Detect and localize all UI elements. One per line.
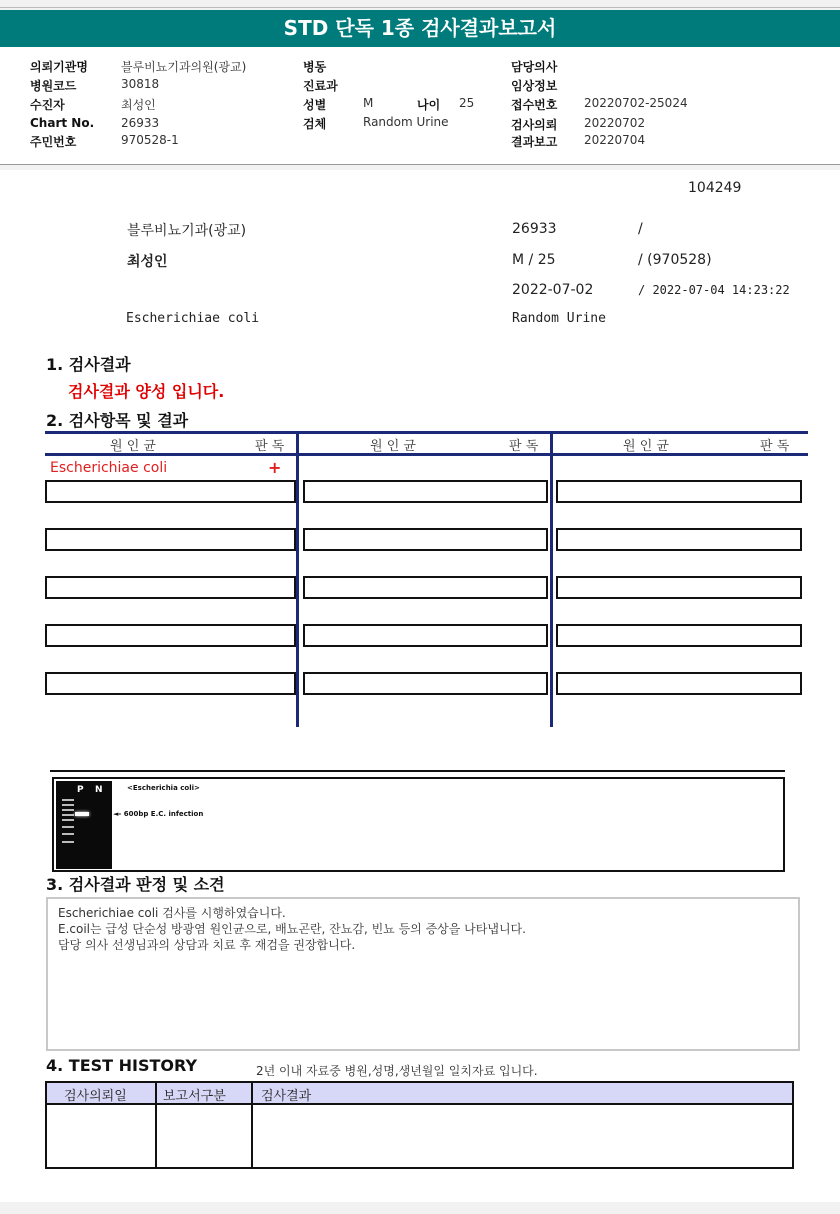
- lane-p-label: P: [77, 785, 84, 795]
- history-col-report-type: 보고서구분: [163, 1089, 226, 1104]
- request-date-label: 검사의뢰: [511, 118, 558, 132]
- dept-label: 진료과: [303, 79, 338, 93]
- col-pathogen-header: 원 인 균: [623, 439, 669, 454]
- result-cell: [303, 480, 548, 503]
- report-date-label: 결과보고: [511, 135, 558, 149]
- document-number: 104249: [688, 180, 742, 196]
- chart-value: 26933: [121, 116, 160, 130]
- institution-value: 블루비뇨기과의원(광교): [121, 60, 247, 74]
- info-slash: /: [638, 221, 643, 237]
- lane-n-label: N: [95, 785, 103, 795]
- col-reading-header: 판 독: [255, 439, 285, 454]
- result-cell: [45, 624, 296, 647]
- history-note: 2년 이내 자료중 병원,성명,생년월일 일치자료 입니다.: [256, 1064, 538, 1078]
- ward-label: 병동: [303, 60, 327, 74]
- age-label: 나이: [417, 98, 441, 112]
- grid-divider: [550, 431, 553, 727]
- ladder-band: [62, 809, 74, 811]
- gel-electrophoresis-image: [56, 781, 112, 869]
- chart-label: Chart No.: [30, 116, 95, 130]
- sex-label: 성별: [303, 98, 327, 112]
- ssn-value: 970528-1: [121, 133, 179, 147]
- result-cell: [303, 528, 548, 551]
- doctor-label: 담당의사: [511, 60, 558, 74]
- specimen-value: Random Urine: [363, 115, 449, 129]
- comment-line: 담당 의사 선생님과의 상담과 치료 후 재검을 권장합니다.: [58, 938, 356, 952]
- reception-value: 20220702-25024: [584, 96, 688, 110]
- history-col-divider: [155, 1083, 157, 1167]
- ladder-band: [62, 804, 74, 806]
- result-cell: [556, 528, 802, 551]
- info-patient: 최성인: [127, 254, 168, 270]
- section-2-title: 2. 검사항목 및 결과: [46, 411, 189, 430]
- patient-value: 최성인: [121, 98, 156, 112]
- reception-label: 접수번호: [511, 98, 558, 112]
- report-date-value: 20220704: [584, 133, 646, 147]
- section-3-title: 3. 검사결과 판정 및 소견: [46, 875, 225, 894]
- age-value: 25: [459, 96, 475, 110]
- hospital-code-value: 30818: [121, 77, 160, 91]
- patient-label: 수진자: [30, 98, 65, 112]
- result-cell: [303, 672, 548, 695]
- result-cell: [556, 672, 802, 695]
- report-title: STD 단독 1종 검사결과보고서: [0, 10, 840, 47]
- gel-top-rule: [50, 770, 785, 772]
- grid-divider: [296, 431, 299, 727]
- positive-result: 검사결과 양성 입니다.: [68, 382, 225, 401]
- ladder-band: [62, 841, 74, 843]
- ladder-band: [62, 814, 74, 816]
- result-cell: [45, 480, 296, 503]
- result-cell: [303, 624, 548, 647]
- detected-pathogen: Escherichiae coli: [50, 460, 168, 476]
- ladder-band: [62, 826, 74, 828]
- history-col-request-date: 검사의뢰일: [64, 1089, 127, 1104]
- info-ssn: / (970528): [638, 252, 712, 268]
- specimen-label: 검체: [303, 117, 327, 131]
- hospital-code-label: 병원코드: [30, 79, 77, 93]
- top-rule: [0, 7, 840, 8]
- comment-line: Escherichiae coli 검사를 시행하였습니다.: [58, 906, 286, 920]
- history-header-row: [47, 1083, 792, 1105]
- ssn-label: 주민번호: [30, 135, 77, 149]
- result-cell: [303, 576, 548, 599]
- detected-reading: +: [268, 458, 282, 477]
- col-pathogen-header: 원 인 균: [370, 439, 416, 454]
- info-chart: 26933: [512, 221, 557, 237]
- history-col-divider: [251, 1083, 253, 1167]
- result-cell: [556, 480, 802, 503]
- info-organism: Escherichiae coli: [126, 311, 260, 326]
- result-cell: [45, 576, 296, 599]
- section-4-title: 4. TEST HISTORY: [46, 1056, 198, 1075]
- ladder-band: [62, 833, 74, 835]
- col-pathogen-header: 원 인 균: [110, 439, 156, 454]
- col-reading-header: 판 독: [509, 439, 539, 454]
- grid-head-rule: [45, 453, 808, 456]
- info-sex-age: M / 25: [512, 252, 556, 268]
- institution-label: 의뢰기관명: [30, 60, 88, 74]
- ladder-band: [62, 819, 74, 821]
- result-cell: [45, 672, 296, 695]
- clinical-label: 임상정보: [511, 79, 558, 93]
- gel-title: <Escherichia coli>: [127, 784, 200, 792]
- sex-value: M: [363, 96, 374, 110]
- positive-band: [75, 812, 89, 816]
- info-report-datetime: / 2022-07-04 14:23:22: [638, 283, 790, 297]
- header-panel: [0, 47, 840, 165]
- info-clinic: 블루비뇨기과(광교): [127, 223, 247, 239]
- request-date-value: 20220702: [584, 116, 646, 130]
- history-col-result: 검사결과: [261, 1089, 312, 1104]
- gel-annotation: ◄- 600bp E.C. infection: [113, 810, 204, 818]
- info-specimen: Random Urine: [512, 311, 606, 326]
- result-cell: [45, 528, 296, 551]
- col-reading-header: 판 독: [760, 439, 790, 454]
- ladder-band: [62, 799, 74, 801]
- history-table: [45, 1081, 794, 1169]
- info-request-date: 2022-07-02: [512, 282, 594, 298]
- comment-line: E.coil는 급성 단순성 방광염 원인균으로, 배뇨곤란, 잔뇨감, 빈뇨 등의 증상을 나타냅니다.: [58, 922, 526, 936]
- result-cell: [556, 576, 802, 599]
- comment-box: [46, 897, 800, 1051]
- result-cell: [556, 624, 802, 647]
- grid-top-rule: [45, 431, 808, 434]
- section-1-title: 1. 검사결과: [46, 355, 131, 374]
